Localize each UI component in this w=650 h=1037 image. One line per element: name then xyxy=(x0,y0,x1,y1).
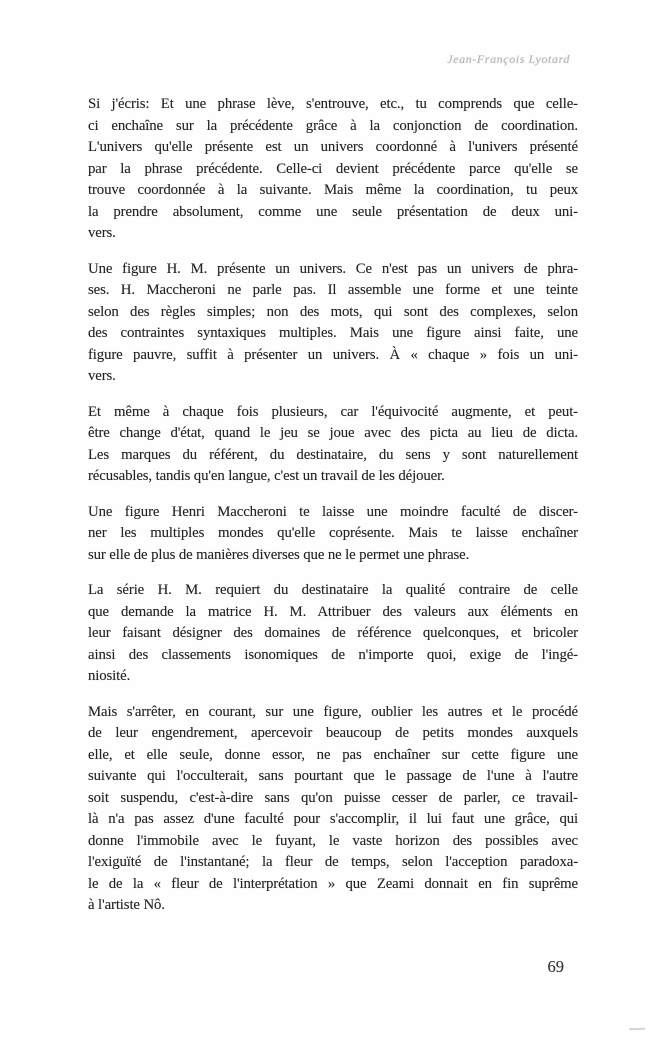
text-line: Les marques du référent, du destinataire, du sens y sont naturellement xyxy=(88,446,578,463)
text-line: vers. xyxy=(88,368,116,384)
text-line: Une figure H. M. présente un univers. Ce n'est pas un univers de phra- xyxy=(88,260,578,277)
text-line: selon des règles simples; non des mots, qui sont des complexes, selon xyxy=(88,303,578,320)
text-line: que demande la matrice H. M. Attribuer des valeurs aux éléments en xyxy=(88,603,578,620)
paragraph xyxy=(88,702,578,917)
text-line: figure pauvre, suffit à présenter un univers. À « chaque » fois un uni- xyxy=(88,346,578,363)
text-line: vers. xyxy=(88,225,116,241)
text-line: Et même à chaque fois plusieurs, car l'équivocité augmente, et peut- xyxy=(88,403,578,420)
text-line: le de la « fleur de l'interprétation » que Zeami donnait en fin suprême xyxy=(88,875,578,892)
paragraph xyxy=(88,402,578,488)
text-line: trouve coordonnée à la suivante. Mais même la coordination, tu peux xyxy=(88,182,578,198)
text-line: leur faisant désigner des domaines de référence quelconques, et bricoler xyxy=(88,625,578,641)
text-line: L'univers qu'elle présente est un univers coordonné à l'univers présenté xyxy=(88,139,578,155)
text-line: ner les multiples mondes qu'elle coprésente. Mais te laisse enchaîner xyxy=(88,525,578,541)
text-line: soit suspendu, c'est-à-dire sans qu'on puisse cesser de parler, ce travail- xyxy=(88,789,578,806)
text-line: par la phrase précédente. Celle-ci devient précédente parce qu'elle se xyxy=(88,160,578,177)
text-line: ses. H. Maccheroni ne parle pas. Il assemble une forme et une teinte xyxy=(88,282,578,298)
text-line: donne l'immobile avec le fuyant, le vaste horizon des possibles avec xyxy=(88,832,578,849)
text-line: niosité. xyxy=(88,668,131,684)
text-line: à l'artiste Nô. xyxy=(88,897,165,913)
page-number: 69 xyxy=(547,957,564,976)
body-text xyxy=(88,94,578,931)
text-line: l'exiguïté de l'instantané; la fleur de temps, selon l'acception paradoxa- xyxy=(88,854,578,870)
paragraph xyxy=(88,580,578,688)
text-line: récusables, tandis qu'en langue, c'est un travail de les déjouer. xyxy=(88,468,445,484)
text-line: des contraintes syntaxiques multiples. Mais une figure ainsi faite, une xyxy=(88,325,578,341)
text-line: ainsi des classements isonomiques de n'importe quoi, exige de l'ingé- xyxy=(88,646,578,663)
paragraph xyxy=(88,502,578,567)
text-line: La série H. M. requiert du destinataire la qualité contraire de celle xyxy=(88,582,578,598)
text-line: de leur engendrement, apercevoir beaucoup de petits mondes auxquels xyxy=(88,725,578,741)
text-line: Si j'écris: Et une phrase lève, s'entrouve, etc., tu comprends que celle- xyxy=(88,96,578,112)
running-header: Jean-François Lyotard xyxy=(447,52,570,66)
paragraph xyxy=(88,94,578,245)
text-line: suivante qui l'occulterait, sans pourtant que le passage de l'une à l'autre xyxy=(88,768,578,784)
text-line: être change d'état, quand le jeu se joue avec des picta au lieu de dicta. xyxy=(88,425,578,441)
text-line: elle, et elle seule, donne essor, ne pas enchaîner sur cette figure une xyxy=(88,746,578,763)
text-line: Mais s'arrêter, en courant, sur une figure, oublier les autres et le procédé xyxy=(88,703,578,720)
text-line: ci enchaîne sur la précédente grâce à la conjonction de coordination. xyxy=(88,117,578,134)
text-line: Une figure Henri Maccheroni te laisse une moindre faculté de discer- xyxy=(88,503,578,520)
text-line: sur elle de plus de manières diverses que ne le permet une phrase. xyxy=(88,546,470,563)
text-line: la prendre absolument, comme une seule présentation de deux uni- xyxy=(88,203,578,220)
paragraph xyxy=(88,259,578,388)
text-line: là n'a pas assez d'une faculté pour s'accomplir, il lui faut une grâce, qui xyxy=(88,811,578,827)
scan-artifact-mark xyxy=(629,1028,645,1031)
